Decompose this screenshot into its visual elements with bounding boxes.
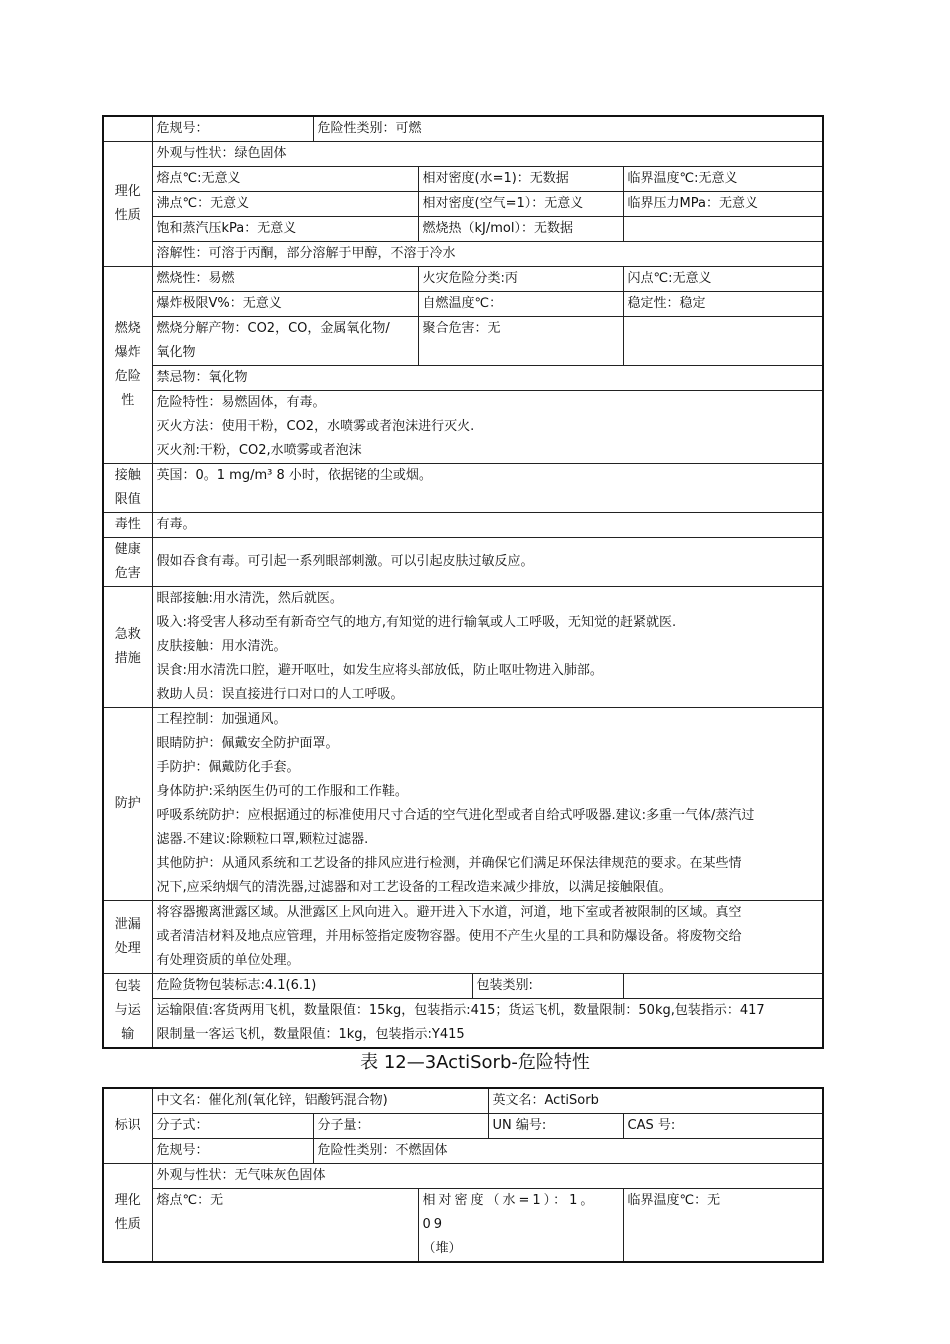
hazard-number: 危规号：: [152, 116, 313, 142]
category-toxicity: 毒性: [103, 513, 152, 538]
empty-cell: [623, 317, 823, 366]
english-name: 英文名：ActiSorb: [488, 1088, 823, 1114]
empty-cell: [623, 974, 823, 999]
relative-density: 相对密度（水=1）：1。09 （堆）: [418, 1189, 623, 1263]
exposure-limit: 英国：0。1 mg/m³ 8 小时，依据铑的尘或烟。: [152, 464, 823, 513]
hazard-table-1: [102, 115, 824, 1049]
category-packaging-transport: 包装 与运 输: [103, 974, 152, 1049]
relative-density-air: 相对密度(空气=1）：无意义: [418, 192, 623, 217]
solubility: 溶解性：可溶于丙酮，部分溶解于甲醇，不溶于冷水: [152, 242, 823, 267]
fire-hazard-class: 火灾危险分类:丙: [418, 267, 623, 292]
polymerization-hazard: 聚合危害：无: [418, 317, 623, 366]
packaging-row: [152, 974, 623, 999]
hazard-class: 危险性类别：可燃: [313, 116, 823, 142]
critical-temperature: 临界温度℃：无: [623, 1189, 823, 1263]
critical-temperature: 临界温度℃:无意义: [623, 167, 823, 192]
vapor-pressure: 饱和蒸汽压kPa：无意义: [152, 217, 418, 242]
transport-limits: 运输限值:客货两用飞机，数量限值：15kg，包装指示:415；货运飞机，数量限制：50kg,包装指示：417 限制量一客运飞机，数量限值：1kg，包装指示:Y415: [152, 999, 823, 1049]
category-physical-properties: 理化 性质: [103, 142, 152, 267]
autoignition-temperature: 自燃温度℃：: [418, 292, 623, 317]
flammability: 燃烧性：易燃: [152, 267, 418, 292]
molecular-weight: 分子量：: [313, 1114, 488, 1139]
packaging-class: 包装类别:: [476, 978, 533, 993]
first-aid: 眼部接触:用水清洗，然后就医。 吸入:将受害人移动至有新奇空气的地方,有知觉的进行输氧或人工呼吸，无知觉的赶紧就医. 皮肤接触：用水清洗。 误食:用水清洗口腔，避开呕吐，如发生应将头部放低，防止呕吐物进入肺部。 救助人员：误直接进行口对口的人工呼吸。: [152, 587, 823, 708]
category-first-aid: 急救 措施: [103, 587, 152, 708]
critical-pressure: 临界压力MPa：无意义: [623, 192, 823, 217]
protection: 工程控制：加强通风。 眼睛防护：佩戴安全防护面罩。 手防护：佩戴防化手套。 身体防护:采纳医生仍可的工作服和工作鞋。 呼吸系统防护：应根据通过的标准使用尺寸合适的空气进化型或者自给式呼吸器.建议:多重一气体/蒸汽过 滤器.不建议:除颗粒口罩,颗粒过滤器. 其他防护：从通风系统和工艺设备的排风应进行检测，并确保它们满足环保法律规范的要求。在某些情 况下,应采纳烟气的清洗器,过滤器和对工艺设备的工程改造来减少排放，以满足接触限值。: [152, 708, 823, 901]
explosion-limit: 爆炸极限V%：无意义: [152, 292, 418, 317]
spill-handling: 将容器搬离泄露区域。从泄露区上风向进入。避开进入下水道，河道，地下室或者被限制的区域。真空 或者清洁材料及地点应管理，并用标签指定废物容器。使用不产生火星的工具和防爆设备。将废物交给 有处理资质的单位处理。: [152, 901, 823, 974]
health-hazard: 假如吞食有毒。可引起一系列眼部刺激。可以引起皮肤过敏反应。: [152, 538, 823, 587]
appearance: 外观与性状：绿色固体: [152, 142, 823, 167]
chinese-name: 中文名：催化剂(氧化锌，铝酸钙混合物): [152, 1088, 488, 1114]
appearance: 外观与性状：无气味灰色固体: [152, 1164, 823, 1189]
empty-cell: [623, 217, 823, 242]
table-caption: 表 12—3ActiSorb-危险特性: [360, 1052, 590, 1073]
relative-density-water: 相对密度(水=1)：无数据: [418, 167, 623, 192]
category-spill-handling: 泄漏 处理: [103, 901, 152, 974]
hazard-class: 危险性类别：不燃固体: [313, 1139, 823, 1164]
hazard-number: 危规号：: [152, 1139, 313, 1164]
flash-point: 闪点℃:无意义: [623, 267, 823, 292]
category-fire-explosion: 燃烧 爆炸 危险 性: [103, 267, 152, 464]
melting-point: 熔点℃：无: [152, 1189, 418, 1263]
category-identification: 标识: [103, 1088, 152, 1164]
category-health-hazard: 健康 危害: [103, 538, 152, 587]
empty-category-cell: [103, 116, 152, 142]
cas-number: CAS 号:: [623, 1114, 823, 1139]
hazard-characteristics: 危险特性：易燃固体，有毒。 灭火方法：使用干粉，CO2，水喷雾或者泡沫进行灭火. 灭火剂:干粉，CO2,水喷雾或者泡沫: [152, 391, 823, 464]
stability: 稳定性：稳定: [623, 292, 823, 317]
heat-of-combustion: 燃烧热（kJ/mol）：无数据: [418, 217, 623, 242]
melting-point: 熔点℃:无意义: [152, 167, 418, 192]
molecular-formula: 分子式：: [152, 1114, 313, 1139]
toxicity: 有毒。: [152, 513, 823, 538]
category-exposure-limit: 接触 限值: [103, 464, 152, 513]
hazard-table-2: [102, 1087, 824, 1263]
category-physical-properties: 理化 性质: [103, 1164, 152, 1263]
category-protection: 防护: [103, 708, 152, 901]
decomposition-products: 燃烧分解产物：CO2，CO，金属氧化物/ 氧化物: [152, 317, 418, 366]
un-number: UN 编号:: [488, 1114, 623, 1139]
packaging-mark: 危险货物包装标志:4.1(6.1): [153, 974, 473, 998]
boiling-point: 沸点℃：无意义: [152, 192, 418, 217]
incompatible-materials: 禁忌物：氧化物: [152, 366, 823, 391]
